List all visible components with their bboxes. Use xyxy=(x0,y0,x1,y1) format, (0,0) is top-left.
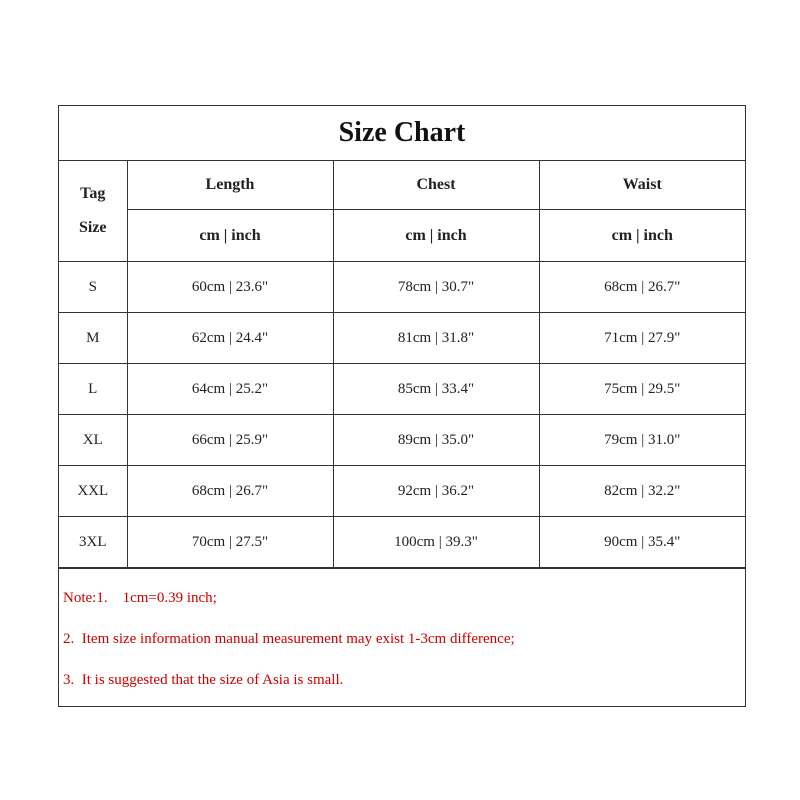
chest-cell: 85cm | 33.4" xyxy=(333,364,539,415)
size-cell: 3XL xyxy=(59,517,127,568)
chart-title: Size Chart xyxy=(59,106,745,161)
length-cell: 68cm | 26.7" xyxy=(127,466,333,517)
unit-row xyxy=(59,210,745,262)
waist-cell: 90cm | 35.4" xyxy=(539,517,745,568)
length-cell: 64cm | 25.2" xyxy=(127,364,333,415)
chest-unit-label: cm | inch xyxy=(333,210,539,262)
table-row xyxy=(59,364,745,415)
waist-cell: 79cm | 31.0" xyxy=(539,415,745,466)
length-unit-label: cm | inch xyxy=(127,210,333,262)
waist-cell: 82cm | 32.2" xyxy=(539,466,745,517)
table-row xyxy=(59,313,745,364)
table-row xyxy=(59,517,745,568)
size-cell: S xyxy=(59,262,127,313)
chest-cell: 89cm | 35.0" xyxy=(333,415,539,466)
size-cell: XXL xyxy=(59,466,127,517)
table-row xyxy=(59,262,745,313)
size-cell: L xyxy=(59,364,127,415)
length-header: Length xyxy=(127,160,333,210)
size-chart xyxy=(58,105,746,707)
tag-size-label-line2: Size xyxy=(78,218,107,236)
waist-cell: 75cm | 29.5" xyxy=(539,364,745,415)
tag-size-header xyxy=(59,160,127,262)
table-row xyxy=(59,415,745,466)
size-cell: M xyxy=(59,313,127,364)
table-row xyxy=(59,466,745,517)
chest-cell: 78cm | 30.7" xyxy=(333,262,539,313)
length-cell: 60cm | 23.6" xyxy=(127,262,333,313)
length-cell: 62cm | 24.4" xyxy=(127,313,333,364)
chest-header: Chest xyxy=(333,160,539,210)
note-2: 2. Item size information manual measurement may exist 1-3cm difference; xyxy=(63,631,515,647)
waist-cell: 68cm | 26.7" xyxy=(539,262,745,313)
chest-cell: 100cm | 39.3" xyxy=(333,517,539,568)
chest-cell: 92cm | 36.2" xyxy=(333,466,539,517)
size-cell: XL xyxy=(59,415,127,466)
waist-unit-label: cm | inch xyxy=(539,210,745,262)
header-row xyxy=(59,160,745,210)
length-cell: 70cm | 27.5" xyxy=(127,517,333,568)
note-1: Note:1. 1cm=0.39 inch; xyxy=(63,590,217,606)
length-cell: 66cm | 25.9" xyxy=(127,415,333,466)
note-3: 3. It is suggested that the size of Asia is small. xyxy=(63,672,344,688)
tag-size-label-line1: Tag xyxy=(80,184,106,202)
waist-header: Waist xyxy=(539,160,745,210)
chest-cell: 81cm | 31.8" xyxy=(333,313,539,364)
waist-cell: 71cm | 27.9" xyxy=(539,313,745,364)
size-table xyxy=(59,160,745,568)
notes-section xyxy=(59,568,745,706)
